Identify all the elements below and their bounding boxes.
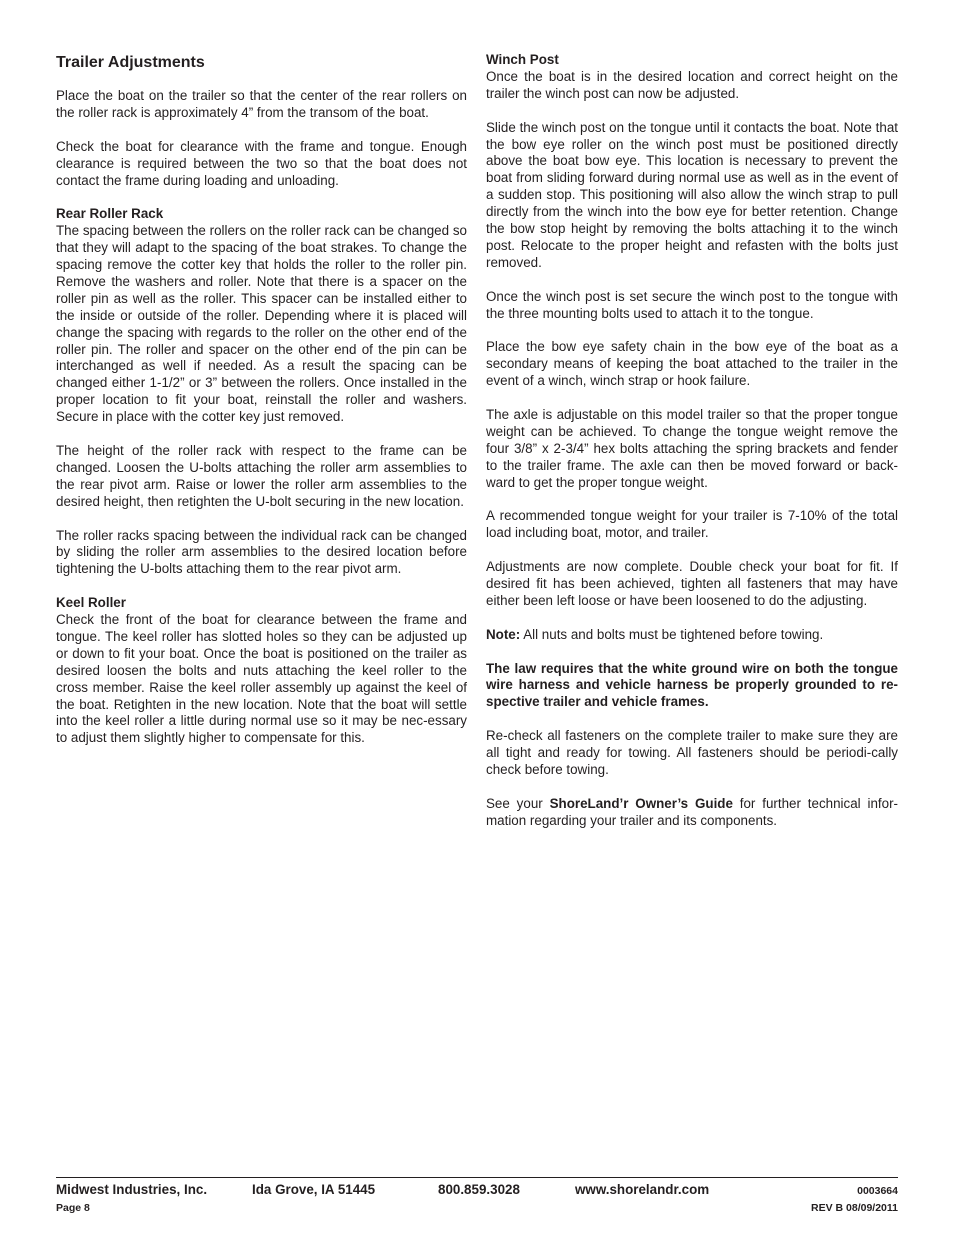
paragraph: Place the bow eye safety chain in the bow eye of the boat as a secondary means of keeping the boat attached to the trailer in the event of a winch, winch strap or hook failure. [486,339,898,389]
paragraph: The axle is adjustable on this model trailer so that the proper tongue weight can be achieved. To change the tongue weight remove the four 3/8” x 2-3/4” hex bolts attaching the spring brackets and fender to the trailer frame. The axle can then be moved forward or back-ward to get the proper tongue weight. [486,406,898,490]
note-label: Note: [486,626,521,642]
footer-divider [56,1177,898,1178]
paragraph: Check the front of the boat for clearance between the frame and tongue. The keel roller has slotted holes so they can be adjusted up or down to fit your boat. Once the boat is positioned on the trailer as desired loosen the bolts and nuts attaching the keel roller to the cross member. Raise the keel roller assembly up against the keel of the boat. Retighten in the new location. Note that the boat will settle into the keel roller a little during normal use so it may be nec-essary to adjust them slightly higher to compensate for this. [56,612,467,746]
note-text: All nuts and bolts must be tightened before towing. [520,626,824,642]
owners-guide-title: ShoreLand’r Owner’s Guide [549,795,733,811]
owners-guide-paragraph: See your ShoreLand’r Owner’s Guide for further technical infor-mation regarding your trailer and its components. [486,795,898,828]
paragraph: Slide the winch post on the tongue until it contacts the boat. Note that the bow eye roller on the winch post must be positioned directly above the boat bow eye. This location is necessary to prevent the boat from sliding forward during normal use as well as in the event of a sudden stop. This positioning will also allow the winch strap to pull directly from the winch into the bow eye for better retention. Change the bow stop height by removing the bolts attaching it to the winch post. Relocate to the proper height and refasten with the bolts just removed. [486,119,898,270]
paragraph: The spacing between the rollers on the roller rack can be changed so that they will adapt to the spacing of the boat strakes. To change the spacing remove the cotter key that holds the roller to the roller pin. Remove the washers and roller. Note that there is a spacer on the roller pin as well as the roller. This spacer can be installed either to the inside or outside of the roller. Depending where it is placed will change the spacing with regards to the roller on the other end of the roller pin. The roller and spacer on the other end of the pin can be interchanged as well if needed. As a result the spacing can be changed either 1-1/2” or 3” between the rollers. Once installed in the proper location to fit your boat, reinstall the roller and washers. Secure in place with the cotter key just removed. [56,223,467,425]
paragraph: Once the boat is in the desired location and correct height on the trailer the winch post can now be adjusted. [486,68,898,101]
paragraph: Adjustments are now complete. Double check your boat for fit. If desired fit has been achieved, tighten all fasteners that may have either been left loose or have been loosened to do the adjusting. [486,559,898,608]
paragraph: Once the winch post is set secure the winch post to the tongue with the three mounting bolts used to attach it to the tongue. [486,288,898,321]
paragraph: The roller racks spacing between the individual rack can be changed by sliding the roller arm assemblies to the desired location before tightening the U-bolts attaching them to the rear pivot arm. [56,527,467,577]
paragraph: The height of the roller rack with respect to the frame can be changed. Loosen the U-bolts attaching the roller arm assemblies to the rear pivot arm. Raise or lower the roller arm assemblies to the desired height, then retighten the U-bolt securing in the new location. [56,442,467,509]
subheading-winch-post: Winch Post [486,52,559,67]
footer-page-number: Page 8 [56,1202,90,1214]
legal-notice: The law requires that the white ground wire on both the tongue wire harness and vehicle harness be properly grounded to re-spective trailer and vehicle frames. [486,660,898,710]
footer-doc-number: 0003664 [857,1185,898,1197]
note-paragraph [486,627,898,644]
paragraph: Re-check all fasteners on the complete trailer to make sure they are all tight and ready for towing. All fasteners should be periodi-cally check before towing. [486,728,898,777]
paragraph: Place the boat on the trailer so that the center of the rear rollers on the roller rack is approximately 4” from the transom of the boat. [56,88,467,120]
paragraph: Check the boat for clearance with the frame and tongue. Enough clearance is required between the two so that the boat does not contact the frame during loading and unloading. [56,138,467,188]
subheading-rear-roller-rack: Rear Roller Rack [56,206,164,222]
footer-phone: 800.859.3028 [438,1182,520,1197]
footer-company: Midwest Industries, Inc. [56,1182,208,1197]
section-title: Trailer Adjustments [56,54,205,71]
right-body [486,52,898,830]
left-body [56,88,467,747]
footer-revision: REV B 08/09/2011 [811,1202,898,1214]
subheading-keel-roller: Keel Roller [56,595,126,611]
footer-website: www.shorelandr.com [575,1182,710,1197]
paragraph: A recommended tongue weight for your trailer is 7-10% of the total load including boat, motor, and trailer. [486,508,898,541]
footer-city: Ida Grove, IA 51445 [252,1182,376,1197]
